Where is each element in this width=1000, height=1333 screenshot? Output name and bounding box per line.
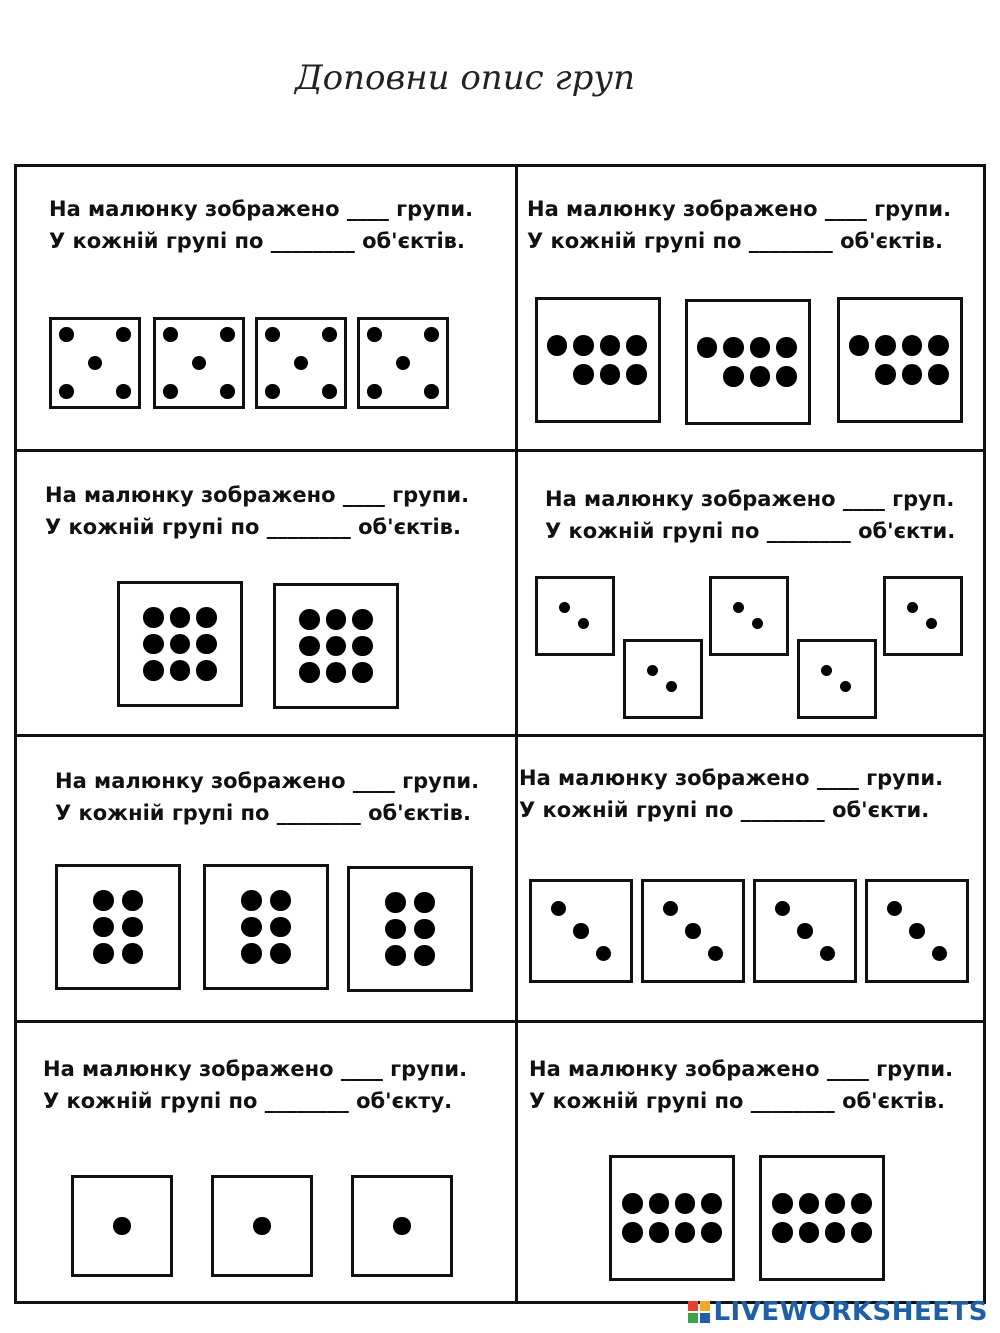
dot-group-box — [609, 1155, 735, 1281]
dot — [385, 919, 405, 939]
exercise-grid — [14, 164, 986, 1304]
dot — [840, 681, 851, 692]
dot — [93, 943, 113, 963]
dot — [578, 618, 589, 629]
exercise-cell — [17, 737, 501, 1021]
dot — [932, 946, 948, 962]
dot — [649, 1222, 669, 1242]
dot — [59, 327, 74, 342]
dot — [685, 923, 701, 939]
exercise-cell — [517, 167, 1000, 451]
dot — [196, 660, 216, 680]
exercise-cell — [517, 737, 1000, 1021]
dot — [170, 607, 190, 627]
dot — [675, 1222, 695, 1242]
dot — [424, 327, 439, 342]
dot — [196, 607, 216, 627]
dot — [294, 356, 309, 371]
dot — [220, 384, 235, 399]
dot — [367, 384, 382, 399]
page-title: Доповни опис груп — [294, 58, 636, 98]
dot-group-box — [535, 297, 661, 423]
dot-group-box — [211, 1175, 313, 1277]
dot — [821, 665, 832, 676]
exercise-line-objects: У кожній групі по ________ об'єктів. — [527, 229, 943, 253]
dot — [265, 327, 280, 342]
dot — [352, 609, 372, 629]
exercise-text — [545, 483, 955, 547]
dot — [596, 946, 612, 962]
dot — [414, 892, 434, 912]
exercise-line-objects: У кожній групі по ________ об'єктів. — [45, 515, 461, 539]
exercise-line-groups: На малюнку зображено ____ групи. — [529, 1057, 954, 1081]
exercise-cell — [517, 1023, 1000, 1307]
dot-group-box — [759, 1155, 885, 1281]
exercise-cell — [517, 452, 1000, 736]
dot — [163, 384, 178, 399]
exercise-line-groups: На малюнку зображено ____ групи. — [527, 197, 952, 221]
dot — [600, 335, 620, 355]
dot — [253, 1217, 270, 1234]
dot — [326, 662, 346, 682]
dot — [116, 384, 131, 399]
dot — [647, 665, 658, 676]
dot — [622, 1193, 642, 1213]
dot — [701, 1193, 721, 1213]
dot — [352, 662, 372, 682]
dot — [626, 335, 646, 355]
dot — [143, 607, 163, 627]
dot — [851, 1193, 871, 1213]
dot — [322, 384, 337, 399]
dot — [799, 1222, 819, 1242]
dot-group-box — [709, 576, 789, 656]
dot — [928, 364, 948, 384]
dot — [851, 1222, 871, 1242]
dot-group-box — [49, 317, 141, 409]
dot — [265, 384, 280, 399]
dot-group-box — [685, 299, 811, 425]
dot — [752, 618, 763, 629]
exercise-line-objects: У кожній групі по ________ об'єкти. — [545, 519, 956, 543]
exercise-text — [527, 193, 951, 257]
dot — [122, 890, 142, 910]
dot — [196, 634, 216, 654]
exercise-line-groups: На малюнку зображено ____ групи. — [45, 483, 470, 507]
exercise-line-groups: На малюнку зображено ____ груп. — [545, 487, 955, 511]
dot — [928, 335, 948, 355]
dot — [241, 890, 261, 910]
exercise-text — [45, 479, 469, 543]
dot-group-box — [347, 866, 473, 992]
dot — [559, 602, 570, 613]
dot — [326, 609, 346, 629]
dot — [875, 364, 895, 384]
dot-group-box — [797, 639, 877, 719]
dot — [113, 1217, 130, 1234]
exercise-cell — [17, 167, 501, 451]
dot — [241, 943, 261, 963]
dot — [701, 1222, 721, 1242]
dot — [116, 327, 131, 342]
dot — [776, 366, 796, 386]
dot — [750, 366, 770, 386]
dot-group-box — [883, 576, 963, 656]
exercise-line-objects: У кожній групі по ________ об'єктів. — [49, 229, 465, 253]
dot — [143, 634, 163, 654]
dot — [170, 634, 190, 654]
dot-group-box — [357, 317, 449, 409]
dot — [270, 943, 290, 963]
dot — [875, 335, 895, 355]
exercise-line-groups: На малюнку зображено ____ групи. — [43, 1057, 468, 1081]
dot — [825, 1222, 845, 1242]
dot — [170, 660, 190, 680]
dot — [385, 892, 405, 912]
dot — [220, 327, 235, 342]
dot — [299, 636, 319, 656]
exercise-line-objects: У кожній групі по ________ об'єктів. — [529, 1089, 945, 1113]
dot — [88, 356, 103, 371]
dot — [772, 1193, 792, 1213]
dot — [192, 356, 207, 371]
exercise-text — [49, 193, 473, 257]
dot — [723, 337, 743, 357]
dot-group-box — [753, 879, 857, 983]
dot — [776, 337, 796, 357]
dot — [93, 917, 113, 937]
dot — [299, 662, 319, 682]
dot-group-box — [117, 581, 243, 707]
dot — [649, 1193, 669, 1213]
dot — [622, 1222, 642, 1242]
dot — [825, 1193, 845, 1213]
dot — [396, 356, 411, 371]
liveworksheets-logo — [688, 1297, 988, 1327]
dot — [270, 890, 290, 910]
dot — [750, 337, 770, 357]
exercise-line-objects: У кожній групі по ________ об'єкти. — [519, 798, 930, 822]
dot — [299, 609, 319, 629]
dot — [573, 923, 589, 939]
dot — [143, 660, 163, 680]
dot — [270, 917, 290, 937]
dot — [926, 618, 937, 629]
liveworksheets-logo-text: LIVEWORKSHEETS — [713, 1297, 988, 1327]
dot — [326, 636, 346, 656]
dot-group-box — [71, 1175, 173, 1277]
dot — [367, 327, 382, 342]
exercise-text — [43, 1053, 467, 1117]
exercise-line-objects: У кожній групі по ________ об'єкту. — [43, 1089, 453, 1113]
dot — [322, 327, 337, 342]
dot — [820, 946, 836, 962]
exercise-text — [55, 765, 479, 829]
dot — [241, 917, 261, 937]
dot — [600, 364, 620, 384]
dot — [909, 923, 925, 939]
dot-group-box — [865, 879, 969, 983]
dot-group-box — [535, 576, 615, 656]
dot-group-box — [203, 864, 329, 990]
dot — [424, 384, 439, 399]
dot — [797, 923, 813, 939]
dot — [887, 901, 903, 917]
dot — [352, 636, 372, 656]
dot — [551, 901, 567, 917]
dot — [385, 945, 405, 965]
dot-group-box — [255, 317, 347, 409]
dot-group-box — [641, 879, 745, 983]
exercise-text — [519, 762, 943, 826]
dot — [414, 919, 434, 939]
dot — [697, 337, 717, 357]
dot — [122, 943, 142, 963]
dot — [163, 327, 178, 342]
dot — [59, 384, 74, 399]
dot — [902, 335, 922, 355]
dot — [573, 364, 593, 384]
dot — [626, 364, 646, 384]
dot — [775, 901, 791, 917]
dot — [663, 901, 679, 917]
dot-group-box — [55, 864, 181, 990]
dot — [122, 917, 142, 937]
dot — [414, 945, 434, 965]
exercise-cell — [17, 452, 501, 736]
dot — [393, 1217, 410, 1234]
dot — [733, 602, 744, 613]
dot-group-box — [837, 297, 963, 423]
dot-group-box — [153, 317, 245, 409]
dot — [723, 366, 743, 386]
exercise-line-groups: На малюнку зображено ____ групи. — [49, 197, 474, 221]
exercise-line-groups: На малюнку зображено ____ групи. — [519, 766, 944, 790]
exercise-line-objects: У кожній групі по ________ об'єктів. — [55, 801, 471, 825]
dot-group-box — [623, 639, 703, 719]
dot — [573, 335, 593, 355]
dot — [799, 1193, 819, 1213]
exercise-cell — [17, 1023, 501, 1307]
exercise-line-groups: На малюнку зображено ____ групи. — [55, 769, 480, 793]
dot — [907, 602, 918, 613]
dot — [93, 890, 113, 910]
dot — [902, 364, 922, 384]
dot-group-box — [529, 879, 633, 983]
dot — [708, 946, 724, 962]
dot — [666, 681, 677, 692]
liveworksheets-logo-icon — [688, 1301, 710, 1323]
dot — [547, 335, 567, 355]
dot-group-box — [351, 1175, 453, 1277]
dot — [849, 335, 869, 355]
exercise-text — [529, 1053, 953, 1117]
dot — [772, 1222, 792, 1242]
dot-group-box — [273, 583, 399, 709]
dot — [675, 1193, 695, 1213]
